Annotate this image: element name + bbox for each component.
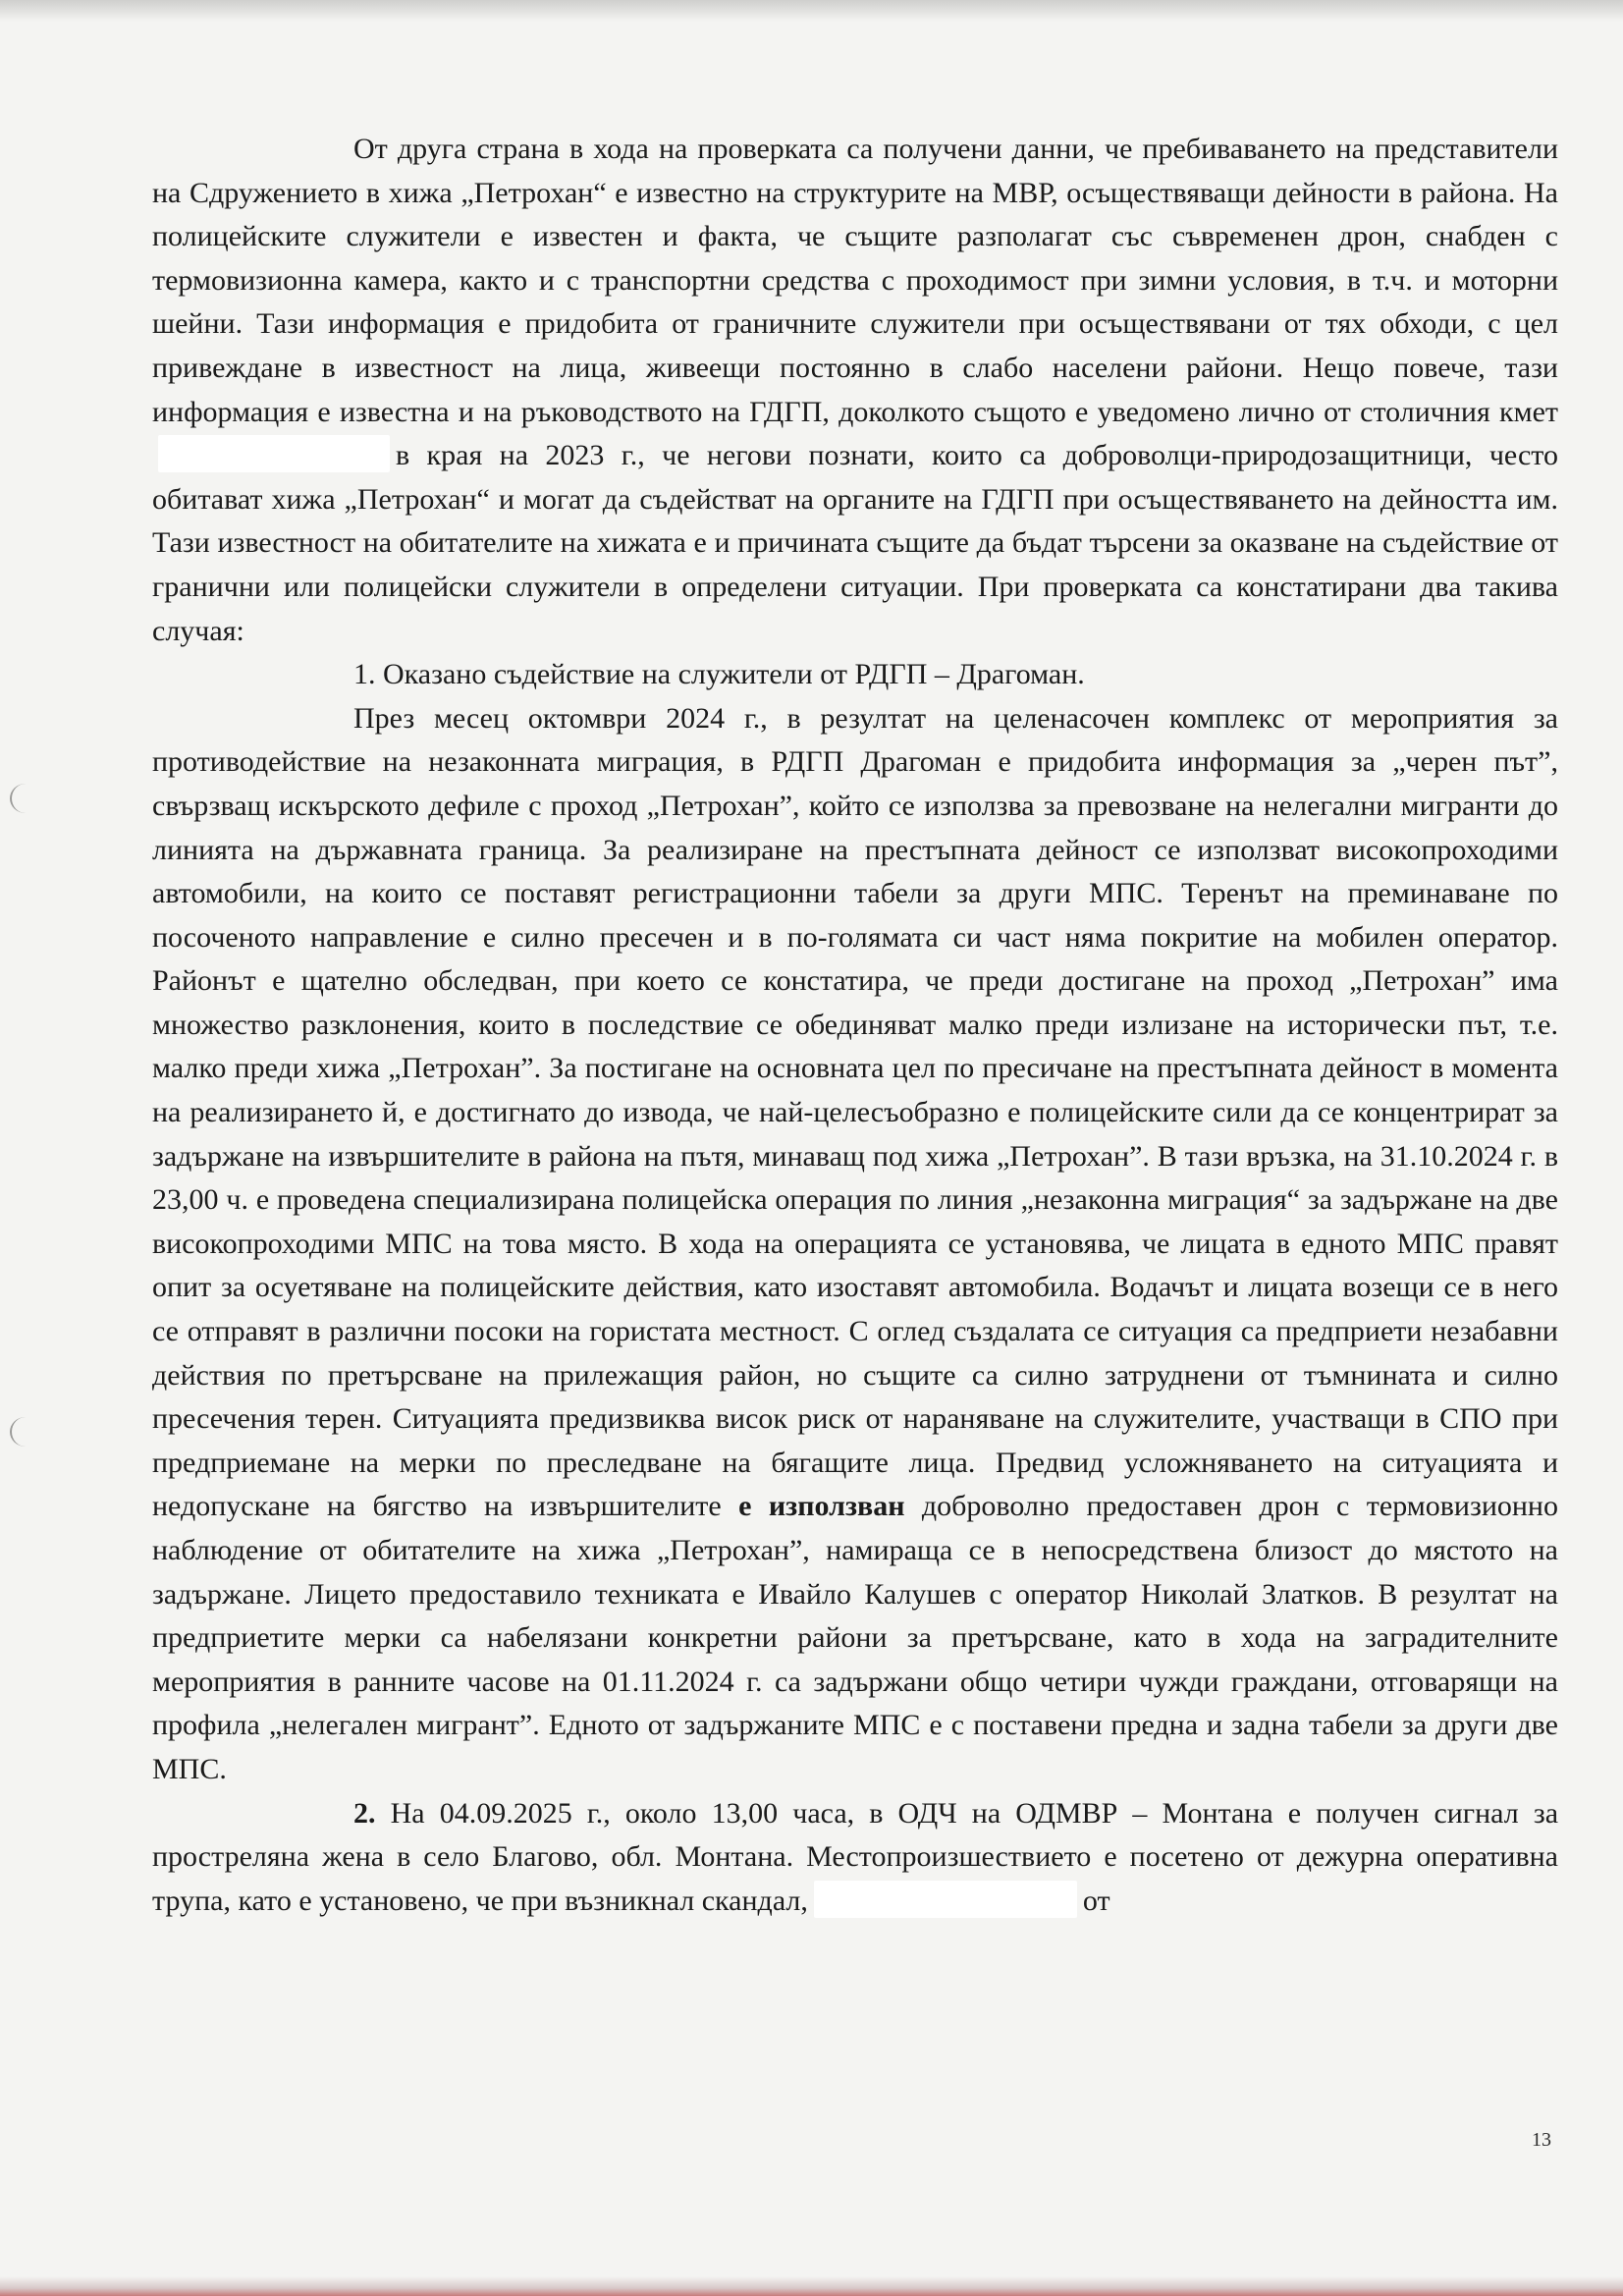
scan-top-shadow [0,0,1623,22]
bold-emphasis: е използван [738,1490,905,1523]
page-number: 13 [1532,2129,1551,2151]
punch-hole-mark [10,784,41,813]
case-number-2: 2. [353,1796,376,1830]
paragraph-1: От друга страна в хода на проверката са получени данни, че пребиваването на представители на Сдружението в хижа „Петрохан“ е известно на структурите на МВР, осъществяващи дейности в района. На полицейските служители е известен и факта, че същите разполагат със съвременен дрон, снабден с термовизионна камера, както и с транспортни средства с проходимост при зимни условия, в т.ч. и моторни шейни. Тази информация е придобита от граничните служители при осъществявани от тях обходи, с цел привеждане в известност на лица, живеещи постоянно в слабо населени райони. Нещо повече, тази информация е известна и на ръководството на ГДГП, доколкото същото е уведомено лично от столичния кметв края на 2023 г., че негови познати, които са доброволци-природозащитници, често обитават хижа „Петрохан“ и могат да съдействат на органите на ГДГП при осъществяването на дейността им. Тази известност на обитателите на хижата е и причината същите да бъдат търсени за оказване на съдействие от гранични или полицейски служители в определени ситуации. При проверката са констатирани два такива случая: [152,133,1558,647]
scan-bottom-edge [0,2276,1623,2296]
redaction-box [814,1881,1077,1918]
case-heading-1: 1. Оказано съдействие на служители от РДГП – Драгоман. [353,658,1085,691]
paragraph-2: През месец октомври 2024 г., в резултат на целенасочен комплекс от мероприятия за противодействие на незаконната миграция, в РДГП Драгоман е придобита информация за „черен път”, свързващ искърското дефиле с проход „Петрохан”, който се използва за превозване на нелегални мигранти до линията на държавната граница. За реализиране на престъпната дейност се използват високопроходими автомобили, на които се поставят регистрационни табели за други МПС. Теренът на преминаване по посоченото направление е силно пресечен и в по-голямата си част няма покритие на мобилен оператор. Районът е щателно обследван, при което се констатира, че преди достигане на проход „Петрохан” има множество разклонения, които в последствие се обединяват малко преди излизане на исторически път, т.е. малко преди хижа „Петрохан”. За постигане на основната цел по пресичане на престъпната дейност в момента на реализирането й, е достигнато до извода, че най-целесъобразно е полицейските сили да се концентрират за задържане на извършителите в района на пътя, минаващ под хижа „Петрохан”. В тази връзка, на 31.10.2024 г. в 23,00 ч. е проведена специализирана полицейска операция по линия „незаконна миграция“ за задържане на две високопроходими МПС на това място. В хода на операцията се установява, че лицата в едното МПС правят опит за осуетяване на полицейските действия, като изоставят автомобила. Водачът и лицата возещи се в него се отправят в различни посоки на гористата местност. С оглед създалата се ситуация са предприети незабавни действия по претърсване на прилежащия район, но същите са силно затруднени от тъмнината и силно пресечения терен. Ситуацията предизвиква висок риск от нараняване на служителите, участващи в СПО при предприемане на мерки по преследване на бягащите лица. Предвид усложняването на ситуацията и недопускане на бягство на извършителите е използван доброволно предоставен дрон с термовизионно наблюдение от обитателите на хижа „Петрохан”, намираща се в непосредствена близост до мястото на задържане. Лицето предоставило техниката е Ивайло Калушев с оператор Николай Златков. В резултат на предприетите мерки са набелязани конкретни райони за претърсване, като в хода на заградителните мероприятия в ранните часове на 01.11.2024 г. са задържани общо четири чужди граждани, отговарящи на профила „нелегален мигрант”. Едното от задържаните МПС е с поставени предна и задна табели за други две МПС. [152,701,1558,1785]
punch-hole-mark [10,1417,41,1447]
paragraph-3: 2. На 04.09.2025 г., около 13,00 часа, в ОДЧ на ОДМВР – Монтана е получен сигнал за простреляна жена в село Благово, обл. Монтана. Местопроизшествието е посетено от дежурна оперативна трупа, като е установено, че при възникнал скандал, от [152,1796,1559,1917]
document-body [152,128,1558,1923]
redaction-box [158,435,390,472]
